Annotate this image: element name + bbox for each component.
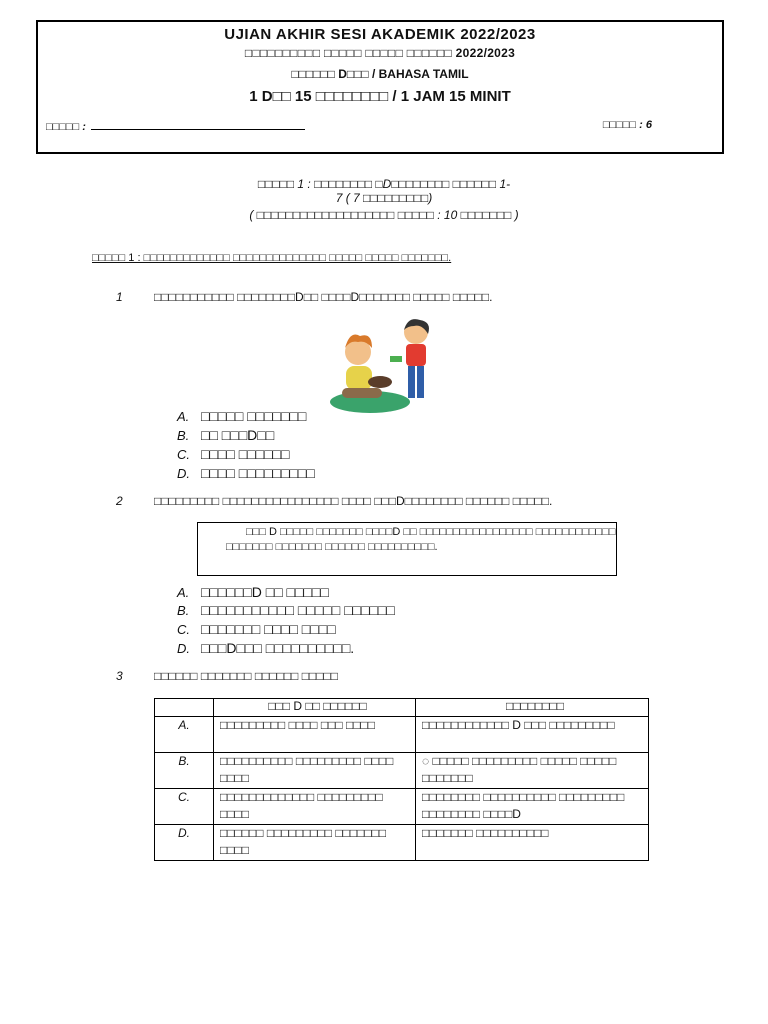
row-col1: □□□□□□□□□ □□□□ □□□ □□□□ <box>214 717 416 753</box>
q2-quote-box <box>197 522 617 576</box>
question-3-number: 3 <box>116 669 123 683</box>
question-1-number: 1 <box>116 290 123 304</box>
row-letter: B. <box>155 753 214 789</box>
name-label: □□□□□ : <box>46 121 86 133</box>
q2-quote-line2: □□□□□□□ □□□□□□□ □□□□□□ □□□□□□□□□□. <box>226 541 438 553</box>
table-row[interactable] <box>155 717 649 753</box>
name-blank-line[interactable] <box>91 119 305 130</box>
subject-line: □□□□□□ D□□□ / BAHASA TAMIL <box>291 67 469 81</box>
row-letter: A. <box>155 717 214 753</box>
q2-option-d[interactable]: D. □□□D□□□ □□□□□□□□□□. <box>177 640 355 656</box>
row-letter: C. <box>155 789 214 825</box>
money-note <box>390 356 402 362</box>
table-row[interactable] <box>155 825 649 861</box>
name-field <box>46 119 305 133</box>
exam-title: UJIAN AKHIR SESI AKADEMIK 2022/2023 <box>224 26 536 43</box>
table-header-row <box>155 699 649 717</box>
q1-option-b[interactable]: B. □□ □□□D□□ <box>177 427 275 443</box>
duration-line: 1 D□□ 15 □□□□□□□□ / 1 JAM 15 MINIT <box>249 88 511 105</box>
class-value: 6 <box>645 119 652 131</box>
q2-option-a[interactable]: A. □□□□□□D □□ □□□□□ <box>177 584 329 600</box>
row-col2: □□□□□□□ □□□□□□□□□□ <box>416 825 649 861</box>
row-col2: □□□□□□□□□□□□ D □□□ □□□□□□□□□ <box>416 717 649 753</box>
question-3-text: □□□□□□ □□□□□□□ □□□□□□ □□□□□ <box>154 669 338 683</box>
table-header-empty <box>155 699 214 717</box>
table-row[interactable] <box>155 789 649 825</box>
class-field <box>603 119 652 131</box>
q1-option-d[interactable]: D. □□□□ □□□□□□□□□ <box>177 465 315 481</box>
q1-option-a[interactable]: A. □□□□□ □□□□□□□ <box>177 408 307 424</box>
row-col1: □□□□□□□□□□□□□ □□□□□□□□□ □□□□ <box>214 789 416 825</box>
table-header-col1: □□□ D □□ □□□□□□ <box>214 699 416 717</box>
table-row[interactable] <box>155 753 649 789</box>
q3-answer-table <box>154 698 649 861</box>
children-illustration <box>328 316 438 416</box>
question-2-number: 2 <box>116 494 123 508</box>
q2-option-c[interactable]: C. □□□□□□□ □□□□ □□□□ <box>177 621 336 637</box>
boy-sitting-shirt <box>346 366 372 390</box>
hat-bowl <box>368 376 392 388</box>
section-title-line2: 7 ( 7 □□□□□□□□□) <box>335 191 433 205</box>
q2-option-b[interactable]: B. □□□□□□□□□□□ □□□□□ □□□□□□ <box>177 602 395 618</box>
exam-header-box <box>36 20 724 154</box>
q2-quote-line1: □□□ D □□□□□ □□□□□□□ □□□□D □□ □□□□□□□□□□□□□□□□□ □□□□□□□□□□□□ <box>246 526 616 538</box>
table-header-col2: □□□□□□□□ <box>416 699 649 717</box>
row-col2: ◌ □□□□□ □□□□□□□□□ □□□□□ □□□□□ □□□□□□□ <box>416 753 649 789</box>
q1-option-c[interactable]: C. □□□□ □□□□□□ <box>177 446 290 462</box>
section-title-line1: □□□□□ 1 : □□□□□□□□ □D□□□□□□□□ □□□□□□ 1- <box>257 177 511 191</box>
row-col2: □□□□□□□□ □□□□□□□□□□ □□□□□□□□□ □□□□□□□□ □□□□D <box>416 789 649 825</box>
instruction-text: □□□□□ 1 : □□□□□□□□□□□□□ □□□□□□□□□□□□□□ □□□□□ □□□□□ □□□□□□□. <box>92 252 452 264</box>
question-2-text: □□□□□□□□□ □□□□□□□□□□□□□□□□ □□□□ □□□D□□□□□□□□ □□□□□□ □□□□□. <box>154 494 553 508</box>
row-col1: □□□□□□ □□□□□□□□□ □□□□□□□ □□□□ <box>214 825 416 861</box>
class-label: □□□□□ : <box>602 119 643 131</box>
section-marks-line: ( □□□□□□□□□□□□□□□□□□□ □□□□□ : 10 □□□□□□□ ) <box>249 208 519 222</box>
question-1-text: □□□□□□□□□□□ □□□□□□□□D□□ □□□□D□□□□□□□ □□□□□ □□□□□. <box>154 290 493 304</box>
row-letter: D. <box>155 825 214 861</box>
row-col1: □□□□□□□□□□ □□□□□□□□□ □□□□ □□□□ <box>214 753 416 789</box>
exam-subtitle-tamil: □□□□□□□□□□ □□□□□ □□□□□ □□□□□□ 2022/2023 <box>244 46 516 60</box>
boy-standing-shirt <box>406 344 426 366</box>
